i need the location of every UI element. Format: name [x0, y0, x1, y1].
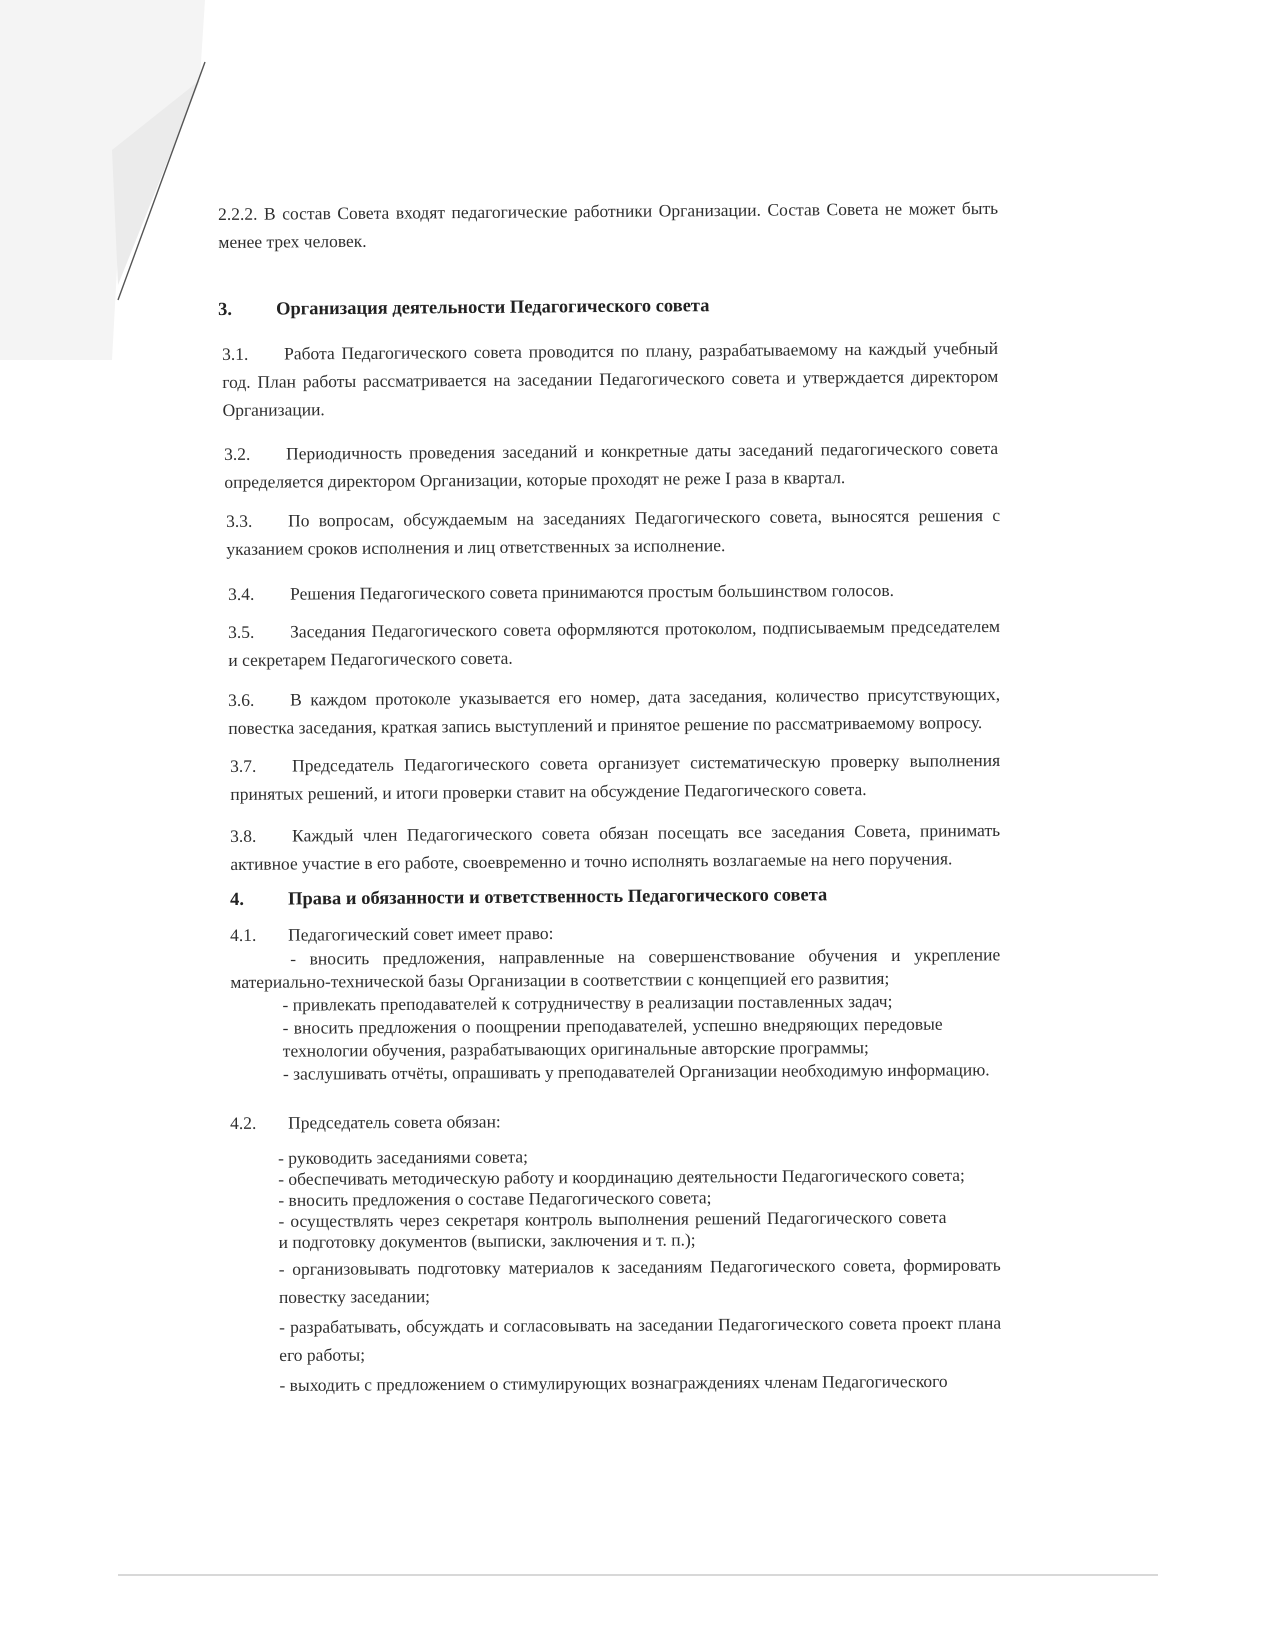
list-item: - обеспечивать методическую работу и координацию деятельности Педагогического совета; [278, 1164, 965, 1189]
page-bottom-edge [118, 1574, 1158, 1576]
item-number: 3.2. [224, 443, 251, 464]
list-item: - руководить заседаниями совета; [278, 1146, 529, 1168]
section-4-number: 4. [230, 889, 245, 910]
item-4-2-header [230, 1107, 1000, 1135]
list-item: - заслушивать отчёты, опрашивать у преподавателей Организации необходимую информацию. [282, 1059, 990, 1084]
list-item: - выходить с предложением о стимулирующих вознаграждениях членам Педагогического [279, 1370, 948, 1395]
item-lead: Председатель совета обязан: [288, 1111, 501, 1133]
section-3-heading [218, 296, 710, 321]
item-number: 3.3. [226, 510, 253, 531]
list-item: - вносить предложения о поощрении преподавателей, успешно внедряющих передовые технологии обучения, разрабатывающих оригинальные авторские программы; [282, 1013, 943, 1061]
item-3-7 [230, 746, 1000, 808]
item-lead: Педагогический совет имеет право: [288, 923, 554, 945]
item-3-6 [228, 680, 1000, 742]
item-4-1 [230, 919, 1001, 1086]
item-text: Решения Педагогического совета принимаются простым большинством голосов. [290, 579, 894, 604]
item-3-3 [226, 501, 1000, 563]
item-number: 4.2. [230, 1112, 257, 1133]
item-number: 4.1. [230, 924, 257, 945]
item-number: 3.5. [228, 621, 255, 642]
item-text: Заседания Педагогического совета оформляются протоколом, подписываемым председателем и секретарем Педагогического совета. [228, 615, 1001, 670]
item-text: В каждом протоколе указывается его номер, дата заседания, количество присутствующих, повестка заседания, краткая запись выступлений и принятое решение по рассматриваемому вопросу. [228, 683, 1001, 738]
item-3-8 [230, 816, 1000, 878]
item-number: 3.8. [230, 825, 257, 846]
item-text: Каждый член Педагогического совета обязан посещать все заседания Совета, принимать активное участие в его работе, своевременно и точно исполнять возлагаемые на него поручения. [230, 819, 1001, 874]
list-item: - привлекать преподавателей к сотрудничеству в реализации поставленных задач; [282, 990, 893, 1015]
item-3-2 [224, 434, 998, 496]
list-item: - организовывать подготовку материалов к заседаниям Педагогического совета, формировать повестку заседании; [278, 1254, 1001, 1307]
item-number: 3.7. [230, 755, 257, 776]
item-text: Работа Педагогического совета проводится по плану, разрабатываемому на каждый учебный год. План работы рассматривается на заседании Педагогического совета и утверждается директором Организации. [222, 337, 999, 420]
item-text: По вопросам, обсуждаемым на заседаниях Педагогического совета, выносятся решения с указанием сроков исполнения и лиц ответственных за исполнение. [226, 504, 1001, 559]
list-item: - вносить предложения о составе Педагогического совета; [278, 1187, 712, 1210]
item-number: 3.6. [228, 689, 255, 710]
list-item: - осуществлять через секретаря контроль выполнения решений Педагогического совета и подготовку документов (выписки, заключения и т. п.); [278, 1206, 947, 1252]
item-text: Председатель Педагогического совета организует систематическую проверку выполнения принятых решений, и итоги проверки ставит на обсуждение Педагогического совета. [230, 749, 1001, 804]
item-4-2-list [278, 1144, 1002, 1399]
paragraph-2-2-2: 2.2.2. В состав Совета входят педагогические работники Организации. Состав Совета не может быть менее трех человек. [218, 197, 999, 252]
item-3-5 [228, 612, 1000, 674]
list-item: - разрабатывать, обсуждать и согласовывать на заседании Педагогического совета проект плана его работы; [279, 1312, 1002, 1365]
item-3-4 [228, 575, 1000, 608]
item-number: 3.1. [222, 343, 249, 364]
item-3-1 [222, 334, 999, 424]
section-4-title: Права и обязанности и ответственность Педагогического совета [287, 885, 828, 910]
section-3-title: Организация деятельности Педагогического совета [275, 296, 710, 320]
section-3-number: 3. [218, 299, 233, 320]
section-4-heading [230, 885, 827, 911]
list-item: - вносить предложения, направленные на совершенствование обучения и укрепление материально-технической базы Организации в соответствии с концепцией его развития; [230, 944, 1001, 992]
item-text: Периодичность проведения заседаний и конкретные даты заседаний педагогического совета определяется директором Организации, которые проходят не реже I раза в квартал. [224, 437, 999, 492]
item-number: 3.4. [228, 583, 255, 604]
